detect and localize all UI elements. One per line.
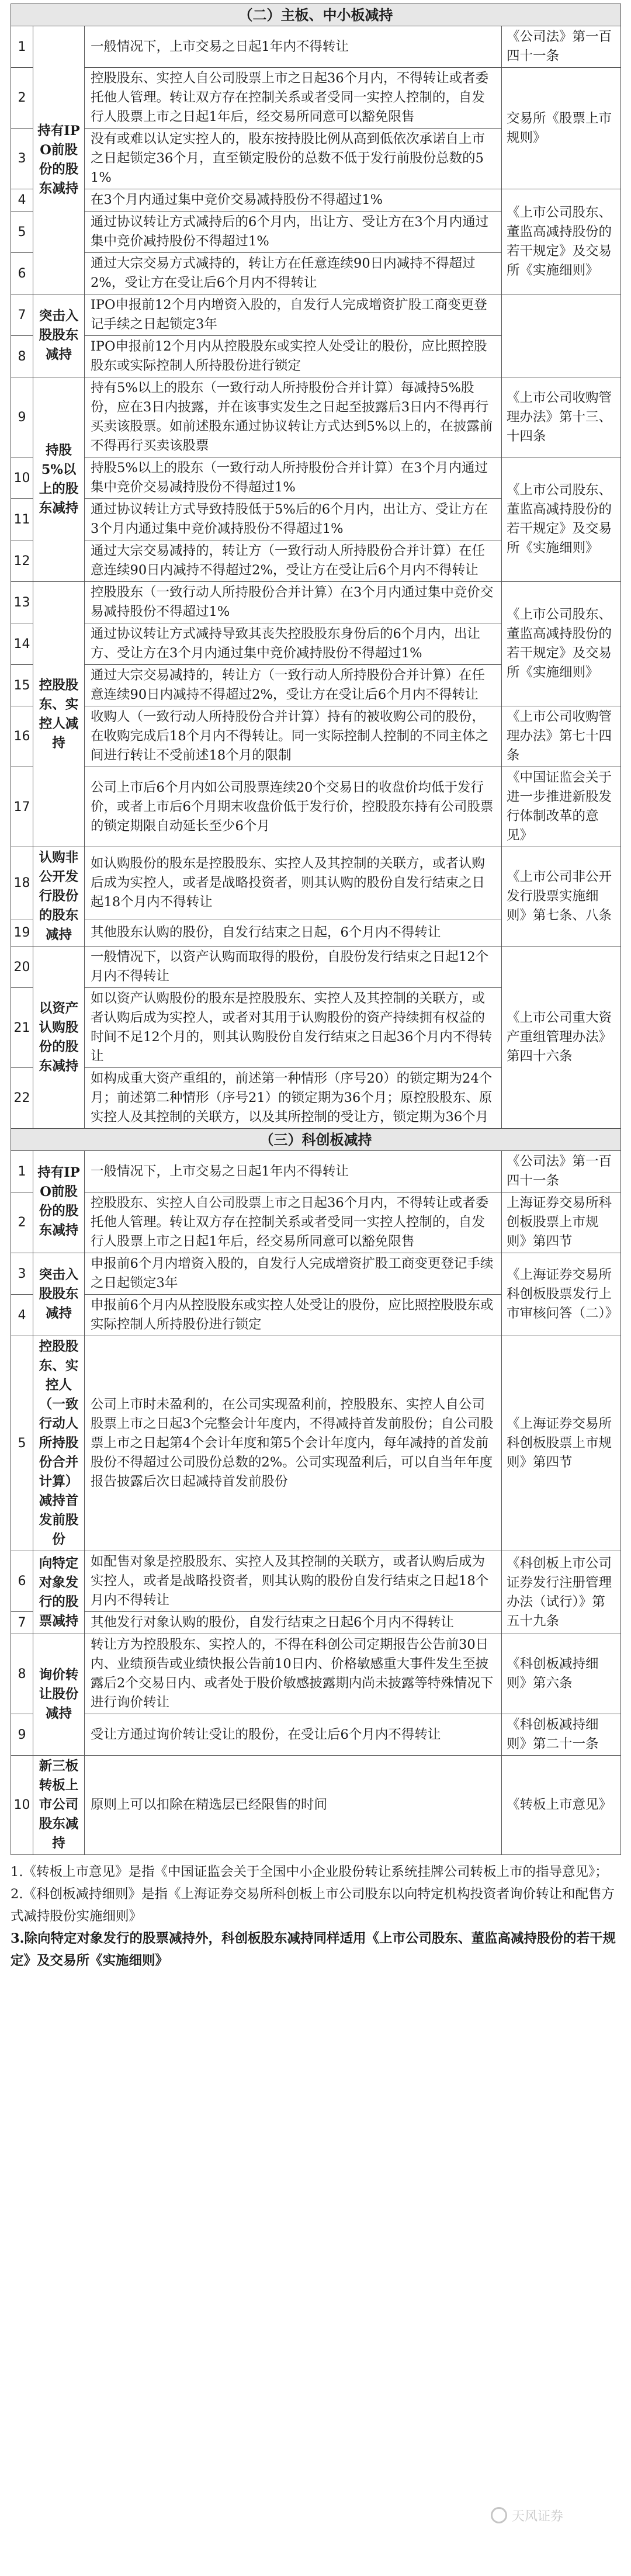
rule-text: IPO申报前12个月内从控股股东或实控人处受让的股份，应比照控股股东或实际控制人所持股份进行锁定: [85, 336, 502, 377]
table-row: [11, 1253, 621, 1295]
source-cell: 《上市公司收购管理办法》第七十四条: [502, 706, 621, 767]
table-row: [11, 189, 621, 212]
table-row: [11, 457, 621, 499]
rule-text: 通过大宗交易减持的，转让方（一致行动人所持股份合并计算）在任意连续90日内减持不得超过2%，受让方在受让后6个月内不得转让: [85, 665, 502, 706]
category-cell: 控股股东、实控人减持: [33, 582, 85, 847]
watermark-logo-icon: [491, 2507, 507, 2523]
source-cell: 《中国证监会关于进一步推进新股发行体制改革的意见》: [502, 767, 621, 847]
source-cell: 《上市公司股东、董监高减持股份的若干规定》及交易所《实施细则》: [502, 582, 621, 706]
row-number: 19: [11, 920, 33, 947]
rule-text: 申报前6个月内从控股股东或实控人处受让的股份，应比照控股股东或实际控制人所持股份进行锁定: [85, 1295, 502, 1336]
rule-text: 没有或难以认定实控人的，股东按持股比例从高到低依次承诺自上市之日起锁定36个月，直至锁定股份的总数不低于发行前股份总数的51%: [85, 129, 502, 189]
row-number: 10: [11, 457, 33, 499]
rule-text: 其他股东认购的股份，自发行结束之日起，6个月内不得转让: [85, 920, 502, 947]
row-number: 20: [11, 947, 33, 988]
notes: [11, 1861, 620, 1972]
row-number: 17: [11, 767, 33, 847]
table-row: [11, 582, 621, 623]
source-cell: 交易所《股票上市规则》: [502, 68, 621, 189]
rule-text: 控股股东（一致行动人所持股份合并计算）在3个月内通过集中竞价交易减持股份不得超过1%: [85, 582, 502, 623]
rule-text: 如配售对象是控股股东、实控人及其控制的关联方，或者认购后成为实控人，或者是战略投资者，则其认购的股份自发行结束之日起18个月内不得转让: [85, 1551, 502, 1612]
category-cell: 持股5%以上的股东减持: [33, 377, 85, 582]
section-title: （二）主板、中小板减持: [11, 4, 621, 26]
table-row: [11, 377, 621, 457]
table-row: [11, 26, 621, 68]
rule-text: 收购人（一致行动人所持股份合并计算）持有的被收购公司的股份，在收购完成后18个月内不得转让。同一实际控制人控制的不同主体之间进行转让不受前述18个月的限制: [85, 706, 502, 767]
row-number: 9: [11, 1714, 33, 1756]
row-number: 12: [11, 540, 33, 582]
note-2: 2.《科创板减持细则》是指《上海证券交易所科创板上市公司股东以向特定机构投资者询价转让和配售方式减持股份实施细则》: [11, 1887, 615, 1924]
category-cell: 突击入股股东减持: [33, 1253, 85, 1336]
row-number: 8: [11, 336, 33, 377]
source-cell: 《上海证券交易所科创板股票发行上市审核问答（二）》: [502, 1253, 621, 1336]
rule-text: 在3个月内通过集中竞价交易减持股份不得超过1%: [85, 189, 502, 212]
source-cell: 《科创板减持细则》第六条: [502, 1634, 621, 1714]
rule-text: 控股股东、实控人自公司股票上市之日起36个月内，不得转让或者委托他人管理。转让双方存在控制关系或者受同一实控人控制的，自发行人股票上市之日起1年后，经交易所同意可以豁免限售: [85, 68, 502, 129]
rule-text: 其他发行对象认购的股份，自发行结束之日起6个月内不得转让: [85, 1612, 502, 1634]
row-number: 2: [11, 68, 33, 129]
category-cell: 控股股东、实控人（一致行动人所持股份合并计算）减持首发前股份: [33, 1336, 85, 1551]
category-cell: 持有IPO前股份的股东减持: [33, 26, 85, 294]
table-row: [11, 1336, 621, 1551]
source-cell: 《转板上市意见》: [502, 1756, 621, 1855]
row-number: 4: [11, 189, 33, 212]
table-row: [11, 947, 621, 988]
source-cell: 《上市公司非公开发行股票实施细则》第七条、八条: [502, 847, 621, 947]
source-cell: 《科创板上市公司证券发行注册管理办法（试行）》第五十九条: [502, 1551, 621, 1634]
watermark-text: 天风证券: [512, 2509, 564, 2524]
rule-text: 持股5%以上的股东（一致行动人所持股份合并计算）在3个月内通过集中竞价交易减持股份不得超过1%: [85, 457, 502, 499]
table-row: [11, 1551, 621, 1612]
rule-text: 转让方为控股股东、实控人的，不得在科创公司定期报告公告前30日内、业绩预告或业绩快报公告前10日内、价格敏感重大事件发生至披露后2个交易日内、或者处于股价敏感披露期内尚未披露等特殊情况下进行询价转让: [85, 1634, 502, 1714]
section-title: （三）科创板减持: [11, 1129, 621, 1151]
source-cell: [502, 294, 621, 377]
row-number: 3: [11, 1253, 33, 1295]
rule-text: 控股股东、实控人自公司股票上市之日起36个月内，不得转让或者委托他人管理。转让双方存在控制关系或者受同一实控人控制的，自发行人股票上市之日起1年后，经交易所同意可以豁免限售: [85, 1192, 502, 1253]
table-row: [11, 1714, 621, 1756]
source-cell: 《上海证券交易所科创板股票上市规则》第四节: [502, 1336, 621, 1551]
category-cell: 认购非公开发行股份的股东减持: [33, 847, 85, 947]
table-body: [11, 4, 621, 1855]
category-cell: 询价转让股份减持: [33, 1634, 85, 1756]
rule-text: 通过大宗交易方式减持的，转让方在任意连续90日内减持不得超过2%，受让方在受让后6个月内不得转让: [85, 253, 502, 294]
row-number: 1: [11, 1151, 33, 1192]
table-row: [11, 706, 621, 767]
row-number: 10: [11, 1756, 33, 1855]
table-row: [11, 1634, 621, 1714]
table-row: [11, 847, 621, 920]
row-number: 3: [11, 129, 33, 189]
rule-text: 原则上可以扣除在精选层已经限售的时间: [85, 1756, 502, 1855]
source-cell: 《公司法》第一百四十一条: [502, 26, 621, 68]
section-header-row: [11, 4, 621, 26]
table-row: [11, 1756, 621, 1855]
source-cell: 《上市公司收购管理办法》第十三、十四条: [502, 377, 621, 457]
watermark: [491, 2504, 608, 2526]
row-number: 4: [11, 1295, 33, 1336]
category-cell: 向特定对象发行的股票减持: [33, 1551, 85, 1634]
source-cell: 《上市公司重大资产重组管理办法》第四十六条: [502, 947, 621, 1129]
rule-text: 受让方通过询价转让受让的股份，在受让后6个月内不得转让: [85, 1714, 502, 1756]
reduction-rules-table: [11, 4, 621, 1855]
document-page: [11, 4, 620, 1972]
row-number: 21: [11, 988, 33, 1068]
section-header-row: [11, 1129, 621, 1151]
rule-text: 一般情况下，上市交易之日起1年内不得转让: [85, 1151, 502, 1192]
row-number: 5: [11, 212, 33, 253]
source-cell: 《公司法》第一百四十一条: [502, 1151, 621, 1192]
rule-text: 通过大宗交易减持的，转让方（一致行动人所持股份合并计算）在任意连续90日内减持不得超过2%，受让方在受让后6个月内不得转让: [85, 540, 502, 582]
row-number: 6: [11, 1551, 33, 1612]
row-number: 18: [11, 847, 33, 920]
row-number: 13: [11, 582, 33, 623]
row-number: 9: [11, 377, 33, 457]
category-cell: 持有IPO前股份的股东减持: [33, 1151, 85, 1253]
row-number: 6: [11, 253, 33, 294]
category-cell: 以资产认购股份的股东减持: [33, 947, 85, 1129]
note-3: 3.除向特定对象发行的股票减持外，科创板股东减持同样适用《上市公司股东、董监高减持股份的若干规定》及交易所《实施细则》: [11, 1931, 616, 1968]
source-cell: 《上市公司股东、董监高减持股份的若干规定》及交易所《实施细则》: [502, 457, 621, 582]
row-number: 7: [11, 1612, 33, 1634]
row-number: 11: [11, 499, 33, 540]
rule-text: 通过协议转让方式导致持股低于5%后的6个月内，出让方、受让方在3个月内通过集中竞价减持股份不得超过1%: [85, 499, 502, 540]
rule-text: 如以资产认购股份的股东是控股股东、实控人及其控制的关联方，或者认购后成为实控人，或者对其用于认购股份的资产持续拥有权益的时间不足12个月的，则其认购股份自发行结束之日起36个月内不得转让: [85, 988, 502, 1068]
rule-text: 持有5%以上的股东（一致行动人所持股份合并计算）每减持5%股份，应在3日内披露，并在该事实发生之日起至披露后3日内不得再行买卖该股票。如前述股东通过协议转让方式达到5%以上的，在披露前不得再行买卖该股票: [85, 377, 502, 457]
rule-text: 通过协议转让方式减持导致其丧失控股股东身份后的6个月内，出让方、受让方在3个月内通过集中竞价减持股份不得超过1%: [85, 623, 502, 665]
rule-text: 如认购股份的股东是控股股东、实控人及其控制的关联方，或者认购后成为实控人，或者是战略投资者，则其认购的股份自发行结束之日起18个月内不得转让: [85, 847, 502, 920]
table-row: [11, 1151, 621, 1192]
row-number: 22: [11, 1068, 33, 1129]
note-1: 1.《转板上市意见》是指《中国证监会关于全国中小企业股份转让系统挂牌公司转板上市的指导意见》；: [11, 1864, 608, 1880]
rule-text: 一般情况下，上市交易之日起1年内不得转让: [85, 26, 502, 68]
row-number: 5: [11, 1336, 33, 1551]
table-row: [11, 68, 621, 129]
rule-text: 如构成重大资产重组的，前述第一种情形（序号20）的锁定期为24个月；前述第二种情形（序号21）的锁定期为36个月；原控股股东、原实控人及其控制的关联方，以及其所控制的受让方，锁定期为36个月: [85, 1068, 502, 1129]
table-row: [11, 294, 621, 336]
rule-text: 一般情况下，以资产认购而取得的股份，自股份发行结束之日起12个月内不得转让: [85, 947, 502, 988]
source-cell: 《科创板减持细则》第二十一条: [502, 1714, 621, 1756]
row-number: 1: [11, 26, 33, 68]
table-row: [11, 767, 621, 847]
rule-text: 通过协议转让方式减持后的6个月内，出让方、受让方在3个月内通过集中竞价减持股份不得超过1%: [85, 212, 502, 253]
row-number: 14: [11, 623, 33, 665]
rule-text: 公司上市后6个月内如公司股票连续20个交易日的收盘价均低于发行价，或者上市后6个月期末收盘价低于发行价，控股股东持有公司股票的锁定期限自动延长至少6个月: [85, 767, 502, 847]
row-number: 2: [11, 1192, 33, 1253]
source-cell: 《上市公司股东、董监高减持股份的若干规定》及交易所《实施细则》: [502, 189, 621, 294]
category-cell: 新三板转板上市公司股东减持: [33, 1756, 85, 1855]
row-number: 8: [11, 1634, 33, 1714]
rule-text: IPO申报前12个月内增资入股的，自发行人完成增资扩股工商变更登记手续之日起锁定3年: [85, 294, 502, 336]
rule-text: 申报前6个月内增资入股的，自发行人完成增资扩股工商变更登记手续之日起锁定3年: [85, 1253, 502, 1295]
table-row: [11, 1192, 621, 1253]
source-cell: 上海证券交易所科创板股票上市规则》第四节: [502, 1192, 621, 1253]
category-cell: 突击入股股东减持: [33, 294, 85, 377]
row-number: 15: [11, 665, 33, 706]
row-number: 7: [11, 294, 33, 336]
row-number: 16: [11, 706, 33, 767]
rule-text: 公司上市时未盈利的，在公司实现盈利前，控股股东、实控人自公司股票上市之日起3个完整会计年度内，不得减持首发前股份；自公司股票上市之日起第4个会计年度和第5个会计年度内，每年减持的首发前股份不得超过公司股份总数的2%。公司实现盈利后，可以自当年年度报告披露后次日起减持首发前股份: [85, 1336, 502, 1551]
